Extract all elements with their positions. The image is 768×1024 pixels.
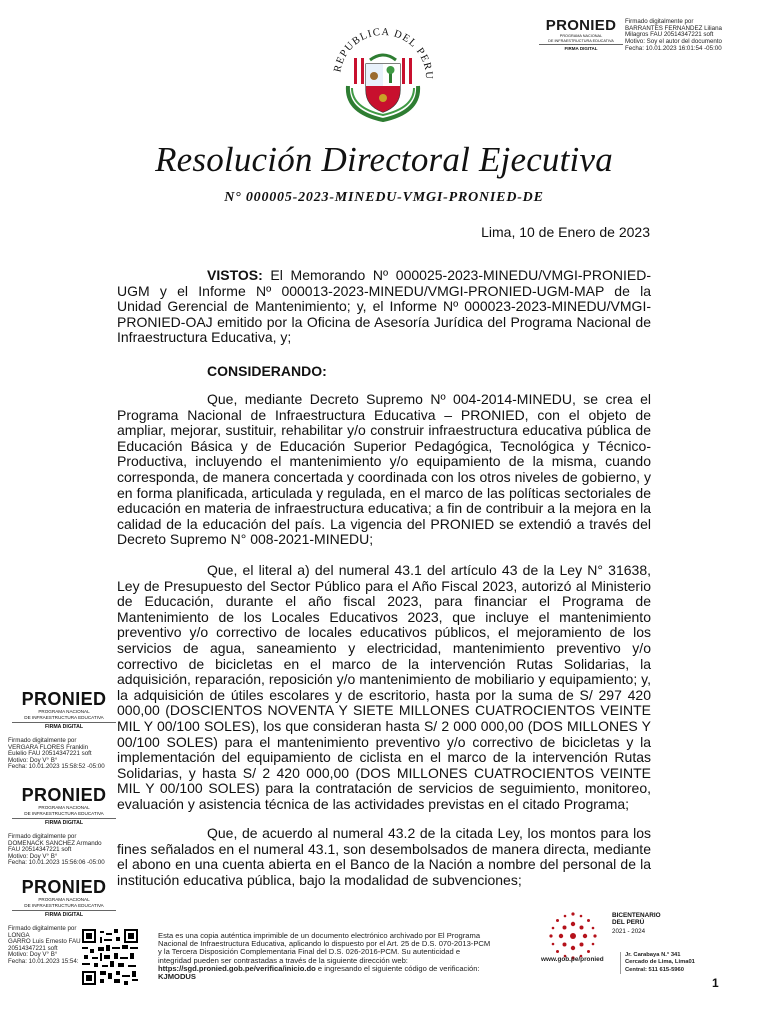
verification-url-link[interactable]: https://sgd.pronied.gob.pe/verifica/inicio.do [158, 963, 316, 973]
signature-line: Motivo: Doy V° B° [8, 951, 58, 959]
considerando-heading: CONSIDERANDO: [207, 363, 327, 379]
pronied-logo-word: PRONIED [21, 785, 107, 805]
digital-signature-top [539, 18, 763, 68]
vistos-paragraph [117, 268, 651, 346]
signature-line: BARRANTES FERNANDEZ Liliana [625, 24, 722, 32]
address-line: Central: 511 615-5960 [625, 966, 684, 973]
digital-signature-left-1 [8, 690, 120, 771]
verification-code: KJMODUS [158, 972, 196, 982]
signature-line: Motivo: Soy el autor del documento [625, 38, 722, 46]
digital-signature-left-2 [8, 786, 120, 867]
logo-divider [539, 44, 623, 45]
considerando-paragraph-3: Que, de acuerdo al numeral 43.2 de la citada Ley, los montos para los fines señalados en el numeral 43.1, son desembolsados de manera directa, mediante el abono en una cuenta abierta en el Banco de la Nación a nombre del personal de la institución educativa pública, bajo la modalidad de subvenciones; [117, 825, 651, 888]
pronied-logo-word: PRONIED [545, 17, 617, 34]
signature-line: GARRO Luis Ernesto FAU [8, 938, 81, 946]
bicentenario-years: 2021 - 2024 [612, 928, 646, 936]
institution-address [620, 952, 695, 974]
logo-firma-digital: FIRMA DIGITAL [564, 46, 598, 52]
pronied-logo [12, 786, 116, 826]
logo-sub-line-1: PROGRAMA NACIONAL [38, 709, 90, 714]
considerando-paragraph-2: Que, el literal a) del numeral 43.1 del artículo 43 de la Ley N° 31638, Ley de Presupuesto del Sector Público para el Año Fiscal 2023, autorizó al Ministerio de Educación, durante el año fiscal 2023, para financiar el Programa de Mantenimiento de los Locales Educativos 2023, que incluye el mantenimiento preventivo y/o correctivo de locales educativos públicos, el mejoramiento de los servicios de agua, saneamiento y electricidad, mantenimiento preventivo y/o correctivo de bicicletas en el marco de la intervención Rutas Solidarias, la adquisición, reparación, reposición y/o mantenimiento de mobiliario y equipamiento; y, la adquisición de útiles escolares y de escritorio, hasta por la suma de S/ 297 420 000,00 (DOSCIENTOS NOVENTA Y SIETE MILLONES CUATROCIENTOS VEINTE MIL Y 00/100 SOLES), los que consideran hasta S/ 2 000 000,00 (DOS MILLONES Y 00/100 SOLES) para el mantenimiento preventivo y/o correctivo de bicicletas y la implementación del equipamiento de ciclista en el marco de la intervención Rutas Solidarias, y hasta S/ 2 420 000,00 (DOS MILLONES CUATROCIENTOS VEINTE MIL Y 00/100 SOLES) para la contratación de servicios de seguimiento, monitoreo, evaluación y asistencia técnica de las actividades previstas en el citado Programa; [117, 562, 651, 812]
signature-line: 20514347221 soft [8, 944, 58, 952]
signature-line: Firmado digitalmente por [8, 833, 77, 840]
considerando-paragraph-1: Que, mediante Decreto Supremo Nº 004-2014-MINEDU, se crea el Programa Nacional de Infraestructura Educativa – PRONIED, con el objeto de ampliar, mejorar, sustituir, rehabilitar y/o construir infraestructura educativa pública de Educación Básica y de Educación Superior Pedagógica, Tecnológica y Técnico-Productiva, incluyendo el mantenimiento y/o equipamiento de la misma, cuando corresponda, de manera concertada y coordinada con los otros niveles de gobierno, y en forma planificada, articulada y regulada, en el marco de las políticas sectoriales de educación en materia de infraestructura educativa; a fin de contribuir a la mejora en la calidad de la educación del país. La vigencia del PRONIED se extendió a través del Decreto Supremo N° 008-2021-MINEDU; [117, 391, 651, 548]
logo-firma-digital: FIRMA DIGITAL [44, 912, 84, 918]
resolution-number: N° 000005-2023-MINEDU-VMGI-PRONIED-DE [224, 190, 544, 205]
notice-text-continued: e ingresando el siguiente código de verificación: [315, 963, 480, 973]
notice-text: Esta es una copia auténtica imprimible de un documento electrónico archivado por El Programa Nacional de Infraestructura Educativa, aplicando lo dispuesto por el Art. 25 de D.S. 070-2013-PCM y la Tercera Disposición Complementaria Final del D.S. 026-2016-PCM. Su autenticidad e integridad pueden ser contrastadas a través de la siguiente dirección web: [158, 931, 491, 965]
vistos-label: VISTOS: [207, 267, 263, 283]
vistos-text: El Memorando Nº 000025-2023-MINEDU/VMGI-PRONIED-UGM y el Informe Nº 000013-2023-MINEDU/VMGI-PRONIED-UGM-MAP de la Unidad Gerencial de Mantenimiento; y, el Informe Nº 000023-2023-MINEDU/VMGI-PRONIED-OAJ emitido por la Oficina de Asesoría Jurídica del Programa Nacional de Infraestructura Educativa, y; [117, 267, 651, 346]
address-line: Cercado de Lima, Lima01 [625, 959, 695, 966]
signature-line: Fecha: 10.01.2023 16:01:54 -05:00 [625, 44, 722, 52]
pronied-logo [12, 878, 116, 918]
signature-text [625, 19, 765, 53]
coat-of-arms-icon [318, 16, 448, 126]
pronied-logo [539, 18, 623, 51]
signature-text [8, 926, 82, 966]
logo-sub-line-2: DE INFRAESTRUCTURA EDUCATIVA [548, 39, 614, 44]
document-title: Resolución Directoral Ejecutiva [155, 140, 613, 179]
document-date: Lima, 10 de Enero de 2023 [481, 224, 650, 240]
signature-line: Firmado digitalmente por [8, 737, 77, 744]
authenticity-notice [158, 932, 492, 981]
logo-divider [12, 910, 116, 911]
signature-line: Firmado digitalmente por [625, 18, 694, 25]
logo-sub-line-1: PROGRAMA NACIONAL [38, 897, 90, 902]
signature-line: Motivo: Doy V° B° [8, 852, 58, 860]
signature-line: Motivo: Doy V° B° [8, 756, 58, 764]
signature-line: Firmado digitalmente por LONGA [8, 925, 77, 939]
verification-qr-code-icon [82, 929, 138, 985]
pronied-logo-word: PRONIED [21, 877, 107, 897]
pronied-logo-word: PRONIED [21, 689, 107, 709]
signature-line: Fecha: 10.01.2023 15:58:52 -05:00 [8, 763, 105, 771]
logo-firma-digital: FIRMA DIGITAL [44, 724, 84, 730]
gob-pe-link[interactable]: www.gob.pe/pronied [541, 956, 604, 963]
logo-divider [12, 722, 116, 723]
address-line: Jr. Carabaya N.° 341 [625, 952, 681, 958]
signature-line: Fecha: 10.01.2023 15:56:06 -05:00 [8, 859, 105, 867]
logo-sub-line-1: PROGRAMA NACIONAL [38, 805, 90, 810]
signature-line: DOMENACK SANCHEZ Armando [8, 839, 102, 847]
page-number: 1 [712, 976, 719, 990]
logo-sub-line-1: PROGRAMA NACIONAL [559, 34, 603, 38]
bicentenario-title: BICENTENARIO [612, 912, 661, 919]
bicentenario-sub: DEL PERÚ [612, 919, 645, 927]
logo-sub-line-2: DE INFRAESTRUCTURA EDUCATIVA [24, 715, 104, 720]
logo-sub-line-2: DE INFRAESTRUCTURA EDUCATIVA [24, 903, 104, 908]
signature-line: VERGARA FLORES Franklin [8, 743, 89, 751]
signature-line: Eulelio FAU 20514347221 soft [8, 750, 92, 758]
signature-line: Milagros FAU 20514347221 soft [625, 31, 714, 39]
logo-divider [12, 818, 116, 819]
signature-text [8, 738, 120, 771]
signature-line: FAU 20514347221 soft [8, 846, 72, 854]
signature-text [8, 834, 120, 867]
crest-ring-text: REPUBLICA DEL PERU [332, 26, 435, 81]
logo-sub-line-2: DE INFRAESTRUCTURA EDUCATIVA [24, 811, 104, 816]
pronied-logo [12, 690, 116, 730]
signature-line: Fecha: 10.01.2023 15:54: [8, 957, 79, 965]
logo-firma-digital: FIRMA DIGITAL [44, 820, 84, 826]
bicentenario-text [612, 912, 661, 936]
